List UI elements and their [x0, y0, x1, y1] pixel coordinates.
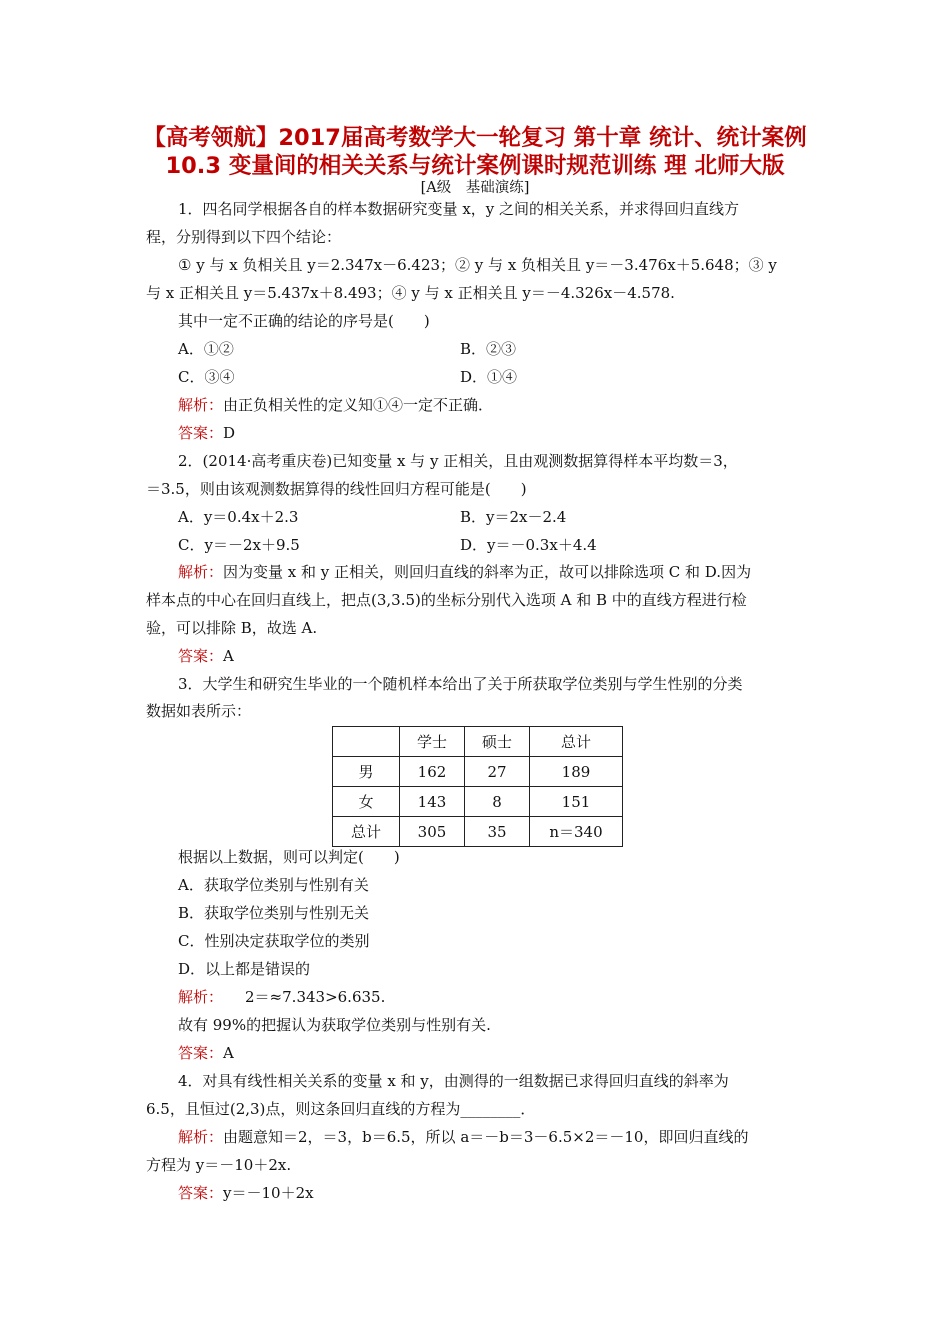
q3-stem-line2: 数据如表所示： — [146, 702, 252, 720]
table-header-cell — [333, 727, 400, 757]
answer-label: 答案： — [178, 647, 224, 665]
table-cell: 27 — [465, 757, 530, 787]
q2-answer-value: A — [223, 647, 234, 665]
q4-analysis-line2: 方程为 y＝－10＋2x. — [146, 1156, 292, 1174]
analysis-label: 解析： — [178, 563, 224, 581]
analysis-label: 解析： — [178, 396, 224, 414]
answer-label: 答案： — [178, 424, 224, 442]
q4-stem-line1: 4．对具有线性相关关系的变量 x 和 y，由测得的一组数据已求得回归直线的斜率为 — [178, 1072, 729, 1090]
q1-answer-value: D — [223, 424, 236, 442]
q2-option-d: D．y＝－0.3x＋4.4 — [460, 536, 597, 554]
q2-analysis-line1 — [178, 561, 751, 583]
q4-answer-value: y＝－10＋2x — [223, 1184, 314, 1202]
data-table — [332, 726, 623, 847]
q2-stem-line2: ＝3.5，则由该观测数据算得的线性回归方程可能是( ) — [146, 480, 527, 498]
table-header-row — [333, 727, 623, 757]
q1-stem-line3: ① y 与 x 负相关且 y＝2.347x－6.423；② y 与 x 负相关且 y＝－3.476x＋5.648；③ y — [178, 256, 777, 274]
q3-option-a: A．获取学位类别与性别有关 — [178, 876, 369, 894]
table-row — [333, 757, 623, 787]
table-header-cell: 总计 — [530, 727, 623, 757]
q4-analysis-line1 — [178, 1126, 748, 1148]
q1-analysis-text: 由正负相关性的定义知①④一定不正确． — [223, 396, 494, 414]
page-title-line2: 10.3 变量间的相关关系与统计案例课时规范训练 理 北师大版 — [165, 153, 785, 179]
q3-prompt: 根据以上数据，则可以判定( ) — [178, 848, 400, 866]
q1-prompt: 其中一定不正确的结论的序号是( ) — [178, 312, 430, 330]
table-cell: 162 — [400, 757, 465, 787]
table-cell: 总计 — [333, 817, 400, 847]
table-cell: 151 — [530, 787, 623, 817]
q2-option-c: C．y＝－2x＋9.5 — [178, 536, 300, 554]
q2-stem-line1: 2．(2014·高考重庆卷)已知变量 x 与 y 正相关，且由观测数据算得样本平均数＝3， — [178, 452, 738, 470]
q1-option-a: A．①② — [178, 340, 234, 358]
answer-label: 答案： — [178, 1044, 224, 1062]
table-header-cell: 硕士 — [465, 727, 530, 757]
q3-stem-line1: 3．大学生和研究生毕业的一个随机样本给出了关于所获取学位类别与学生性别的分类 — [178, 675, 743, 693]
table-cell: 男 — [333, 757, 400, 787]
q1-stem-line2: 程，分别得到以下四个结论： — [146, 228, 342, 246]
q4-analysis-text1: 由题意知＝2，＝3，b＝6.5，所以 a＝－b＝3－6.5×2＝－10，即回归直线的 — [223, 1128, 749, 1146]
q1-stem-line4: 与 x 正相关且 y＝5.437x＋8.493；④ y 与 x 正相关且 y＝－4.326x－4.578. — [146, 284, 675, 302]
table-cell: 35 — [465, 817, 530, 847]
q3-answer — [178, 1042, 234, 1064]
level-label: [A级 基础演练] — [420, 180, 530, 196]
table-cell: 189 — [530, 757, 623, 787]
q2-analysis-text1: 因为变量 x 和 y 正相关，则回归直线的斜率为正，故可以排除选项 C 和 D.因为 — [223, 563, 752, 581]
answer-label: 答案： — [178, 1184, 224, 1202]
q2-analysis-line3: 验，可以排除 B，故选 A. — [146, 619, 318, 637]
q4-stem-line2: 6.5，且恒过(2,3)点，则这条回归直线的方程为________． — [146, 1100, 536, 1118]
table-row — [333, 787, 623, 817]
analysis-label: 解析： — [178, 988, 224, 1006]
q1-stem-line1: 1．四名同学根据各自的样本数据研究变量 x，y 之间的相关关系，并求得回归直线方 — [178, 200, 740, 218]
q3-option-c: C．性别决定获取学位的类别 — [178, 932, 370, 950]
q2-option-a: A．y＝0.4x＋2.3 — [178, 508, 299, 526]
table-row — [333, 817, 623, 847]
q3-analysis-line1 — [178, 986, 385, 1008]
q1-answer — [178, 422, 235, 444]
q3-option-b: B．获取学位类别与性别无关 — [178, 904, 370, 922]
q2-answer — [178, 645, 234, 667]
q2-analysis-line2: 样本点的中心在回归直线上，把点(3,3.5)的坐标分别代入选项 A 和 B 中的直线方程进行检 — [146, 591, 747, 609]
q3-option-d: D．以上都是错误的 — [178, 960, 311, 978]
table-cell: 8 — [465, 787, 530, 817]
q3-analysis-text1: 2＝≈7.343>6.635. — [245, 988, 386, 1006]
table-cell: 143 — [400, 787, 465, 817]
q4-answer — [178, 1182, 314, 1204]
q1-option-b: B．②③ — [460, 340, 517, 358]
page-title-line1: 【高考领航】2017届高考数学大一轮复习 第十章 统计、统计案例 — [143, 125, 807, 151]
table-header-cell: 学士 — [400, 727, 465, 757]
q1-option-c: C．③④ — [178, 368, 235, 386]
table-cell: 305 — [400, 817, 465, 847]
q2-option-b: B．y＝2x－2.4 — [460, 508, 567, 526]
q3-answer-value: A — [223, 1044, 234, 1062]
q1-analysis — [178, 394, 493, 416]
table-cell: 女 — [333, 787, 400, 817]
q1-option-d: D．①④ — [460, 368, 518, 386]
analysis-label: 解析： — [178, 1128, 224, 1146]
q3-analysis-line2: 故有 99%的把握认为获取学位类别与性别有关. — [178, 1016, 491, 1034]
table-cell: n＝340 — [530, 817, 623, 847]
